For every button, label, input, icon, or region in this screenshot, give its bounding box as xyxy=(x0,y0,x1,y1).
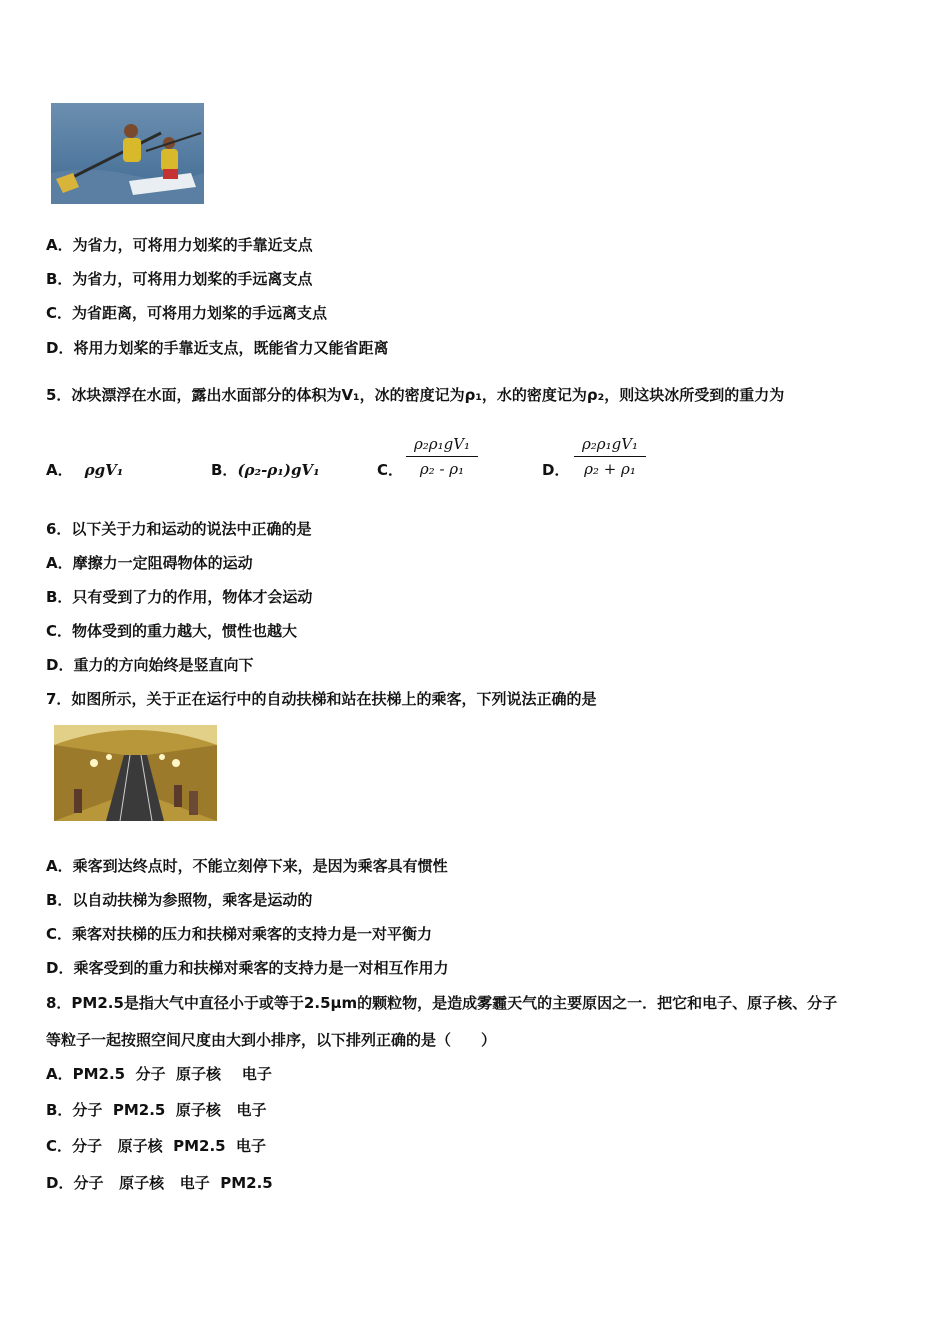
q7-stem: 7．如图所示，关于正在运行中的自动扶梯和站在扶梯上的乘客，下列说法正确的是 xyxy=(46,690,597,708)
q7-option-c[interactable]: C．乘客对扶梯的压力和扶梯对乘客的支持力是一对平衡力 xyxy=(46,925,433,943)
q5-stem: 5．冰块漂浮在水面，露出水面部分的体积为V₁，冰的密度记为ρ₁，水的密度记为ρ₂，则这块冰所受到的重力为 xyxy=(46,386,785,404)
fraction-bar xyxy=(574,456,646,457)
q6-option-c[interactable]: C．物体受到的重力越大，惯性也越大 xyxy=(46,622,298,640)
q5-option-c-denominator: ρ₂ - ρ₁ xyxy=(419,460,465,478)
q5-option-d[interactable] xyxy=(542,459,569,480)
q4-option-c[interactable]: C．为省距离，可将用力划桨的手远离支点 xyxy=(46,304,328,322)
q8-option-b[interactable]: B．分子 PM2.5 原子核 电子 xyxy=(46,1101,267,1119)
q7-option-d[interactable]: D．乘客受到的重力和扶梯对乘客的支持力是一对相互作用力 xyxy=(46,959,449,977)
q5-option-b-label: B． xyxy=(211,461,238,479)
q4-option-d[interactable]: D．将用力划桨的手靠近支点，既能省力又能省距离 xyxy=(46,339,389,357)
q4-option-a[interactable]: A．为省力，可将用力划桨的手靠近支点 xyxy=(46,236,313,254)
escalator-photo xyxy=(54,725,217,821)
fraction-bar xyxy=(406,456,478,457)
q6-stem: 6．以下关于力和运动的说法中正确的是 xyxy=(46,520,312,538)
q5-option-a[interactable] xyxy=(46,459,123,480)
q4-option-b[interactable]: B．为省力，可将用力划桨的手远离支点 xyxy=(46,270,313,288)
q5-option-c[interactable] xyxy=(377,459,403,480)
q6-option-d[interactable]: D．重力的方向始终是竖直向下 xyxy=(46,656,254,674)
q6-option-a[interactable]: A．摩擦力一定阻碍物体的运动 xyxy=(46,554,253,572)
q5-option-b-formula: (ρ₂-ρ₁)gV₁ xyxy=(237,461,320,479)
q8-option-d[interactable]: D．分子 原子核 电子 PM2.5 xyxy=(46,1174,273,1192)
q5-option-d-label: D． xyxy=(542,461,570,479)
q5-option-c-fraction xyxy=(406,434,478,479)
q5-option-a-formula: ρgV₁ xyxy=(84,461,124,479)
q8-option-c[interactable]: C．分子 原子核 PM2.5 电子 xyxy=(46,1137,267,1155)
q8-stem-line2: 等粒子一起按照空间尺度由大到小排序，以下排列正确的是（ ） xyxy=(46,1031,497,1049)
q5-option-b[interactable] xyxy=(211,459,320,480)
q5-option-d-denominator: ρ₂ + ρ₁ xyxy=(584,460,636,478)
q7-option-b[interactable]: B．以自动扶梯为参照物，乘客是运动的 xyxy=(46,891,313,909)
q6-option-b[interactable]: B．只有受到了力的作用，物体才会运动 xyxy=(46,588,313,606)
q8-stem-line1: 8．PM2.5是指大气中直径小于或等于2.5μm的颗粒物，是造成雾霾天气的主要原因之一．把它和电子、原子核、分子 xyxy=(46,994,838,1012)
q7-option-a[interactable]: A．乘客到达终点时，不能立刻停下来，是因为乘客具有惯性 xyxy=(46,857,448,875)
q5-option-d-numerator: ρ₂ρ₁gV₁ xyxy=(581,435,639,453)
q5-option-d-fraction xyxy=(574,434,646,479)
q5-option-c-numerator: ρ₂ρ₁gV₁ xyxy=(413,435,471,453)
q8-option-a[interactable]: A．PM2.5 分子 原子核 电子 xyxy=(46,1065,272,1083)
kayak-photo xyxy=(51,103,204,204)
q5-option-a-label: A． xyxy=(46,461,73,479)
q5-option-c-label: C． xyxy=(377,461,404,479)
